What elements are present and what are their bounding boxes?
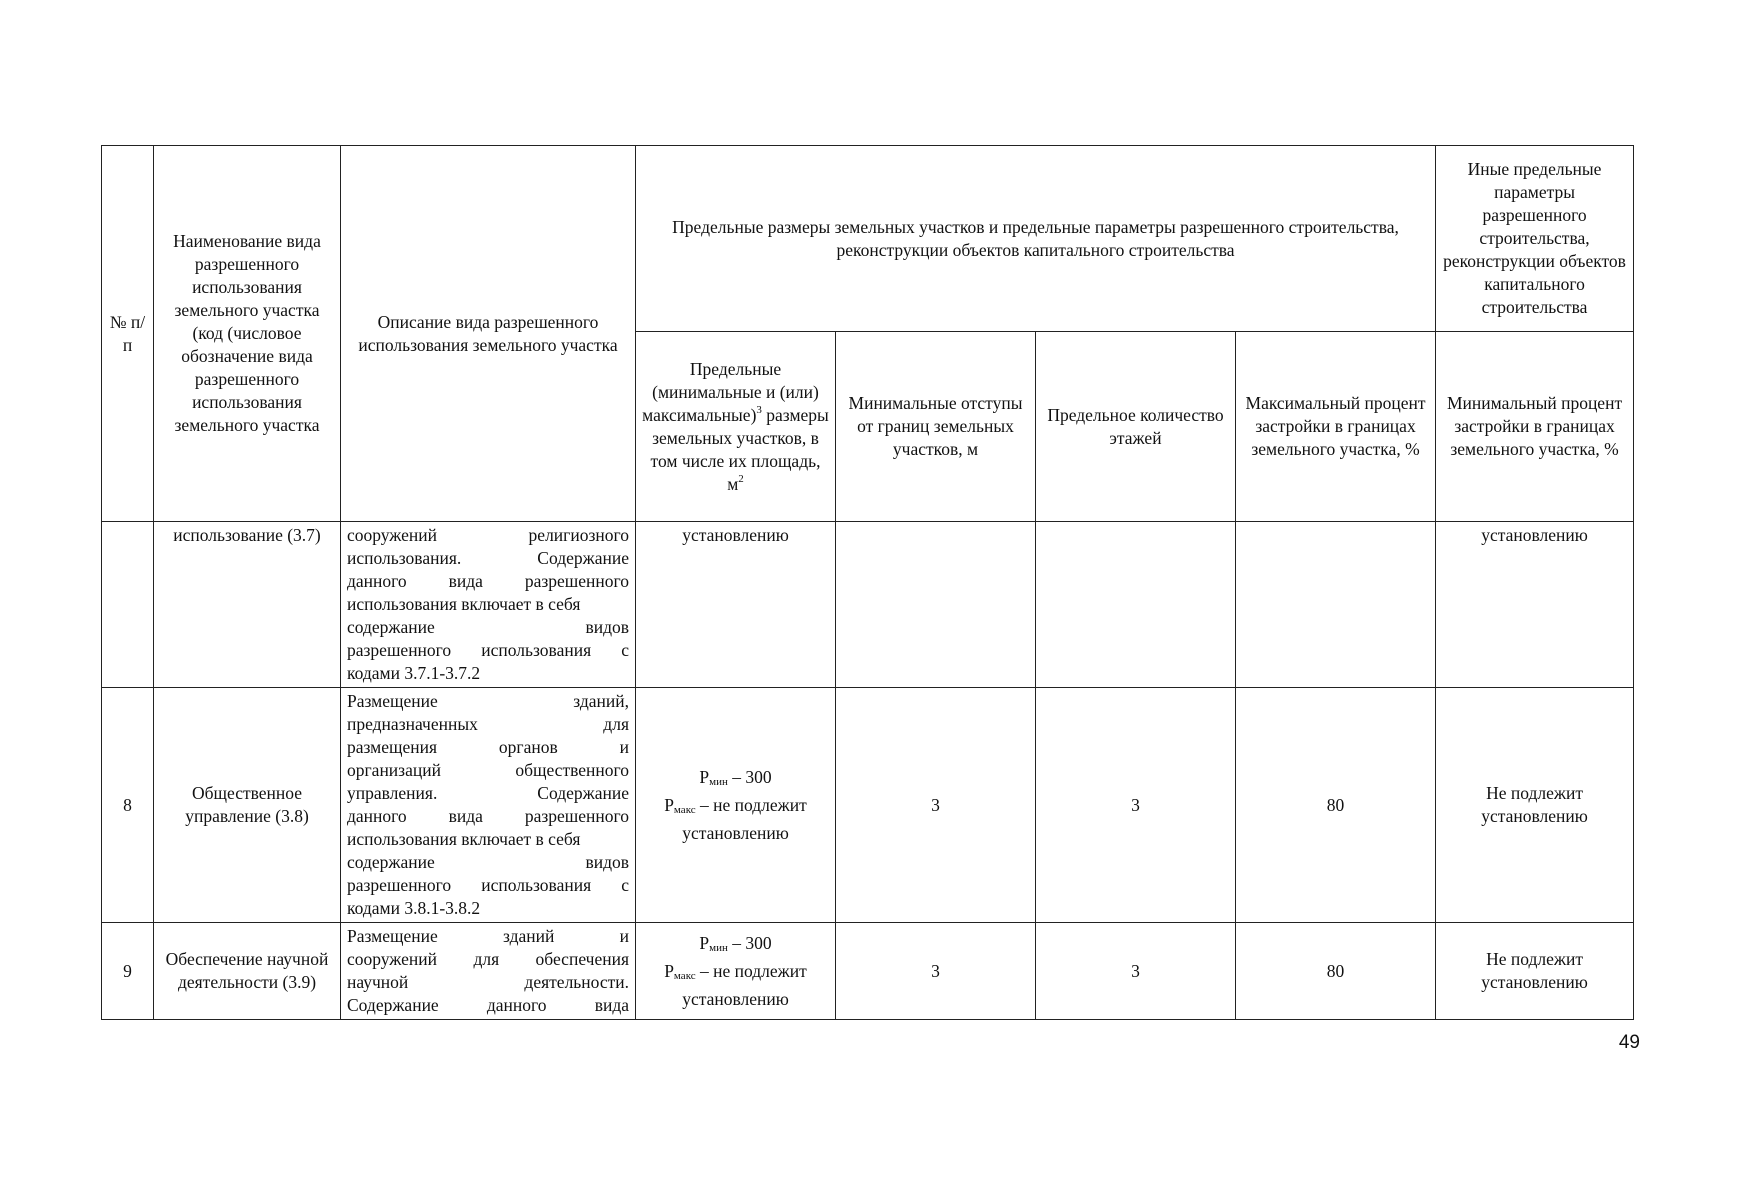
description-line: разрешенного использования с — [347, 875, 629, 895]
p-min-line — [642, 932, 829, 960]
header-other-group: Иные предельные параметры разрешенного строительства, реконструкции объектов капитального строительства — [1436, 146, 1634, 332]
table-row — [102, 688, 1634, 923]
description-line: Размещение зданий и — [347, 926, 629, 946]
row-min-percent: установлению — [1436, 522, 1634, 688]
description-line: содержание видов — [347, 852, 629, 872]
description-line: управления. Содержание — [347, 783, 629, 803]
land-use-table — [101, 145, 1634, 1020]
table-row — [102, 522, 1634, 688]
p-max-sub: макс — [673, 803, 696, 816]
page-number: 49 — [1618, 1032, 1640, 1053]
row-name: использование (3.7) — [154, 522, 341, 688]
p-min-sub: мин — [709, 775, 728, 788]
p-max-line — [642, 794, 829, 845]
header-max-percent: Максимальный процент застройки в границах земельного участка, % — [1236, 332, 1436, 522]
row-max-percent: 80 — [1236, 688, 1436, 923]
p-min-label: P — [699, 766, 710, 787]
row-num — [102, 522, 154, 688]
description-line: сооружений для обеспечения — [347, 949, 629, 969]
p-min-value: – 300 — [727, 932, 772, 953]
header-row-1 — [102, 146, 1634, 332]
row-name: Общественное управление (3.8) — [154, 688, 341, 923]
p-max-value: – не подлежит установлению — [682, 794, 807, 843]
header-sizes-post: размеры земельных участков, в том числе их площадь, м — [650, 404, 829, 494]
row-sizes — [636, 923, 836, 1020]
description-line: кодами 3.8.1-3.8.2 — [347, 898, 481, 918]
header-setbacks: Минимальные отступы от границ земельных участков, м — [836, 332, 1036, 522]
p-max-sub: макс — [673, 969, 696, 982]
header-limits-group: Предельные размеры земельных участков и предельные параметры разрешенного строительства, реконструкции объектов капитального строительства — [636, 146, 1436, 332]
description-line: использования включает в себя — [347, 829, 581, 849]
row-sizes — [636, 688, 836, 923]
row-max-percent: 80 — [1236, 923, 1436, 1020]
header-num: № п/п — [102, 146, 154, 522]
p-min-sub: мин — [709, 941, 728, 954]
row-floors: 3 — [1036, 688, 1236, 923]
row-setbacks: 3 — [836, 923, 1036, 1020]
description-line: сооружений религиозного — [347, 525, 629, 545]
p-min-label: P — [699, 932, 710, 953]
header-sizes-pre: Предельные (минимальные и (или) максимальные) — [642, 358, 819, 425]
description-line: кодами 3.7.1-3.7.2 — [347, 663, 481, 683]
p-min-value: – 300 — [727, 766, 772, 787]
description-line: Размещение зданий, — [347, 691, 629, 711]
description-line: содержание видов — [347, 617, 629, 637]
header-description: Описание вида разрешенного использования земельного участка — [341, 146, 636, 522]
header-sizes-unit-sup: 2 — [738, 472, 744, 485]
row-max-percent — [1236, 522, 1436, 688]
row-num: 8 — [102, 688, 154, 923]
p-min-line — [642, 766, 829, 794]
description-line: разрешенного использования с — [347, 640, 629, 660]
row-sizes: установлению — [636, 522, 836, 688]
header-sizes — [636, 332, 836, 522]
row-floors: 3 — [1036, 923, 1236, 1020]
p-max-label: P — [664, 794, 674, 815]
p-max-label: P — [664, 960, 674, 981]
description-line: предназначенных для — [347, 714, 629, 734]
row-min-percent: Не подлежит установлению — [1436, 688, 1634, 923]
row-description — [341, 522, 636, 688]
description-line: научной деятельности. — [347, 972, 629, 992]
p-max-value: – не подлежит установлению — [682, 960, 807, 1009]
row-setbacks: 3 — [836, 688, 1036, 923]
header-floors: Предельное количество этажей — [1036, 332, 1236, 522]
header-name: Наименование вида разрешенного использования земельного участка (код (числовое обозначение вида разрешенного использования земельного участка — [154, 146, 341, 522]
row-description — [341, 923, 636, 1020]
p-max-line — [642, 960, 829, 1011]
description-line: данного вида разрешенного — [347, 806, 629, 826]
row-description — [341, 688, 636, 923]
description-line: размещения органов и — [347, 737, 629, 757]
header-sizes-footnote: 3 — [756, 403, 762, 416]
description-line: Содержание данного вида — [347, 995, 629, 1015]
row-floors — [1036, 522, 1236, 688]
description-line: организаций общественного — [347, 760, 629, 780]
row-num: 9 — [102, 923, 154, 1020]
description-line: использования включает в себя — [347, 594, 581, 614]
description-line: использования. Содержание — [347, 548, 629, 568]
row-setbacks — [836, 522, 1036, 688]
row-name: Обеспечение научной деятельности (3.9) — [154, 923, 341, 1020]
row-min-percent: Не подлежит установлению — [1436, 923, 1634, 1020]
table-row — [102, 923, 1634, 1020]
description-line: данного вида разрешенного — [347, 571, 629, 591]
header-min-percent: Минимальный процент застройки в границах земельного участка, % — [1436, 332, 1634, 522]
